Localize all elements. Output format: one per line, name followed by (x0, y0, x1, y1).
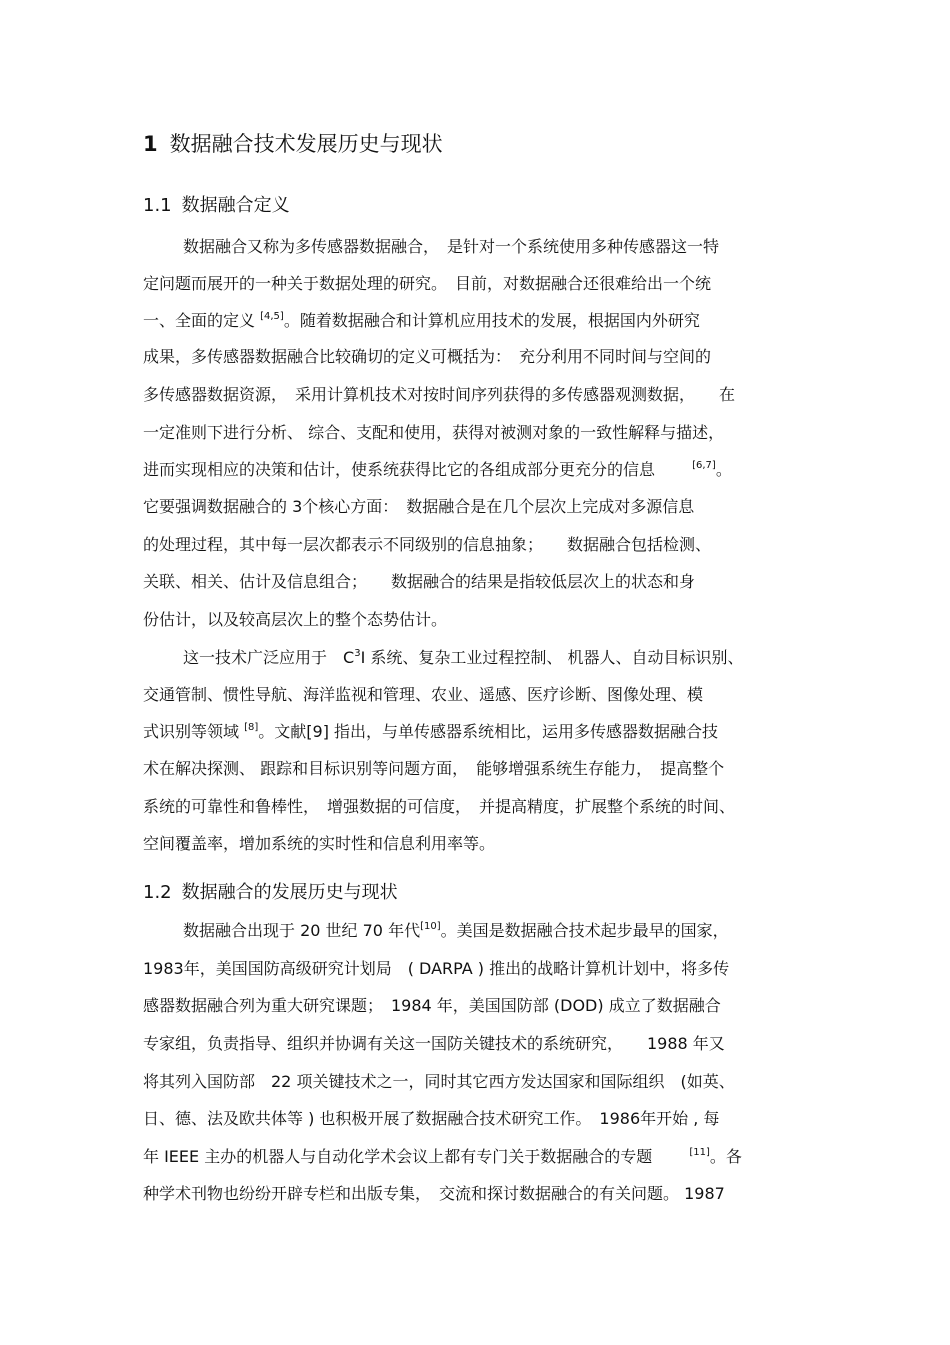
superscript: 3 (354, 648, 361, 659)
citation: [4,5] (260, 311, 284, 322)
text-line: 术在解决探测、 跟踪和目标识别等问题方面， 能够增强系统生存能力， 提高整个 (143, 759, 725, 778)
section-title: 数据融合的发展历史与现状 (181, 882, 398, 903)
section-title: 数据融合技术发展历史与现状 (169, 132, 443, 156)
text-line: 一、全面的定义 [4,5]。随着数据融合和计算机应用技术的发展，根据国内外研究 (143, 311, 700, 330)
citation: [6,7] (692, 460, 716, 471)
text-line: 一定准则下进行分析、 综合、支配和使用，获得对被测对象的一致性解释与描述， (143, 423, 725, 442)
section-heading-1 (143, 128, 443, 158)
section-number: 1.2 (143, 882, 172, 903)
text-line: 成果，多传感器数据融合比较确切的定义可概括为： 充分利用不同时间与空间的 (143, 347, 712, 366)
text-line: 定问题而展开的一种关于数据处理的研究。 目前，对数据融合还很难给出一个统 (143, 274, 712, 293)
text-line: 空间覆盖率，增加系统的实时性和信息利用率等。 (143, 834, 496, 853)
section-number: 1 (143, 132, 158, 156)
section-number: 1.1 (143, 195, 172, 216)
text-line: 多传感器数据资源， 采用计算机技术对按时间序列获得的多传感器观测数据， 在 (143, 385, 736, 404)
citation: [10] (420, 921, 441, 932)
text-line: 种学术刊物也纷纷开辟专栏和出版专集， 交流和探讨数据融合的有关问题。 1987 (143, 1184, 725, 1203)
text-line: 感器数据融合列为重大研究课题； 1984 年，美国国防部 (DOD) 成立了数据融合 (143, 996, 721, 1015)
text-line: 系统的可靠性和鲁棒性， 增强数据的可信度， 并提高精度，扩展整个系统的时间、 (143, 797, 736, 816)
text-line: 数据融合出现于 20 世纪 70 年代[10]。美国是数据融合技术起步最早的国家， (183, 921, 729, 940)
text-line: 这一技术广泛应用于 $C^3I$ 系统、复杂工业过程控制、 机器人、自动目标识别、 (183, 648, 744, 667)
text-line: 日、德、法及欧共体等 ) 也积极开展了数据融合技术研究工作。 1986年开始 , 每 (143, 1109, 720, 1128)
text-line: 将其列入国防部 22 项关键技术之一，同时其它西方发达国家和国际组织 (如英、 (143, 1072, 735, 1091)
text-line: 数据融合又称为多传感器数据融合， 是针对一个系统使用多种传感器这一特 (183, 237, 720, 256)
text-line: 交通管制、惯性导航、海洋监视和管理、农业、遥感、医疗诊断、图像处理、模 (143, 685, 704, 704)
text-line: 进而实现相应的决策和估计，使系统获得比它的各组成部分更充分的信息 [6,7]。 (143, 460, 732, 479)
text-line: 关联、相关、估计及信息组合； 数据融合的结果是指较低层次上的状态和身 (143, 572, 696, 591)
text-line: 的处理过程，其中每一层次都表示不同级别的信息抽象； 数据融合包括检测、 (143, 535, 712, 554)
citation: [8] (244, 722, 259, 733)
text-line: 1983年，美国国防高级研究计划局 ( DARPA ) 推出的战略计算机计划中，将多传 (143, 959, 730, 978)
section-title: 数据融合定义 (181, 195, 290, 216)
text-line: 式识别等领域 [8]。文献[9] 指出，与单传感器系统相比，运用多传感器数据融合技 (143, 722, 719, 741)
section-heading-1-2 (143, 878, 398, 904)
text-line: 年 IEEE 主办的机器人与自动化学术会议上都有专门关于数据融合的专题 [11]。各 (143, 1147, 742, 1166)
text-line: 它要强调数据融合的 3个核心方面： 数据融合是在几个层次上完成对多源信息 (143, 497, 695, 516)
text-line: 份估计，以及较高层次上的整个态势估计。 (143, 610, 448, 629)
citation: [11] (689, 1147, 710, 1158)
section-heading-1-1 (143, 191, 290, 217)
text-line: 专家组，负责指导、组织并协调有关这一国防关键技术的系统研究， 1988 年又 (143, 1034, 725, 1053)
